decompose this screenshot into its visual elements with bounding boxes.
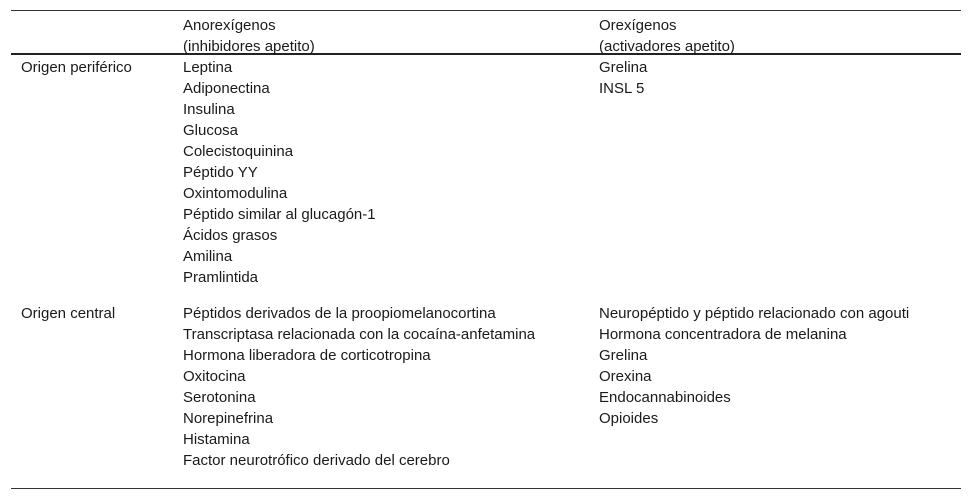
list-item: Endocannabinoides [599, 389, 731, 406]
list-item: INSL 5 [599, 80, 645, 97]
orexigenos-cell [599, 57, 961, 299]
list-item: Grelina [599, 59, 648, 76]
anorexigenos-cell [183, 303, 599, 488]
row-label-cell [11, 57, 183, 299]
row-label-cell [11, 303, 183, 488]
list-item: Factor neurotrófico derivado del cerebro [183, 452, 450, 469]
header-cell-anorexigenos [183, 15, 599, 53]
anorexigenos-cell [183, 57, 599, 299]
list-item: Leptina [183, 59, 233, 76]
list-item: Ácidos grasos [183, 227, 278, 244]
list-item: Glucosa [183, 122, 239, 139]
table-header-row [11, 11, 961, 53]
anorexigenos-list [183, 303, 599, 471]
list-item: Oxitocina [183, 368, 246, 385]
list-item: Opioides [599, 410, 659, 427]
header-orexigenos-title: Orexígenos [599, 17, 677, 34]
list-item: Orexina [599, 368, 652, 385]
list-item: Colecistoquinina [183, 143, 294, 160]
list-item: Serotonina [183, 389, 256, 406]
orexigenos-list [599, 303, 961, 429]
orexigenos-list [599, 57, 961, 99]
header-orexigenos-subtitle: (activadores apetito) [599, 38, 735, 55]
header-anorexigenos-title: Anorexígenos [183, 17, 276, 34]
row-label: Origen central [21, 305, 116, 322]
list-item: Hormona concentradora de melanina [599, 326, 847, 343]
list-item: Insulina [183, 101, 235, 118]
list-item: Adiponectina [183, 80, 270, 97]
table-row [11, 55, 961, 299]
list-item: Norepinefrina [183, 410, 274, 427]
list-item: Péptidos derivados de la proopiomelanocortina [183, 305, 496, 322]
list-item: Péptido similar al glucagón-1 [183, 206, 376, 223]
list-item: Histamina [183, 431, 250, 448]
appetite-regulators-table [11, 10, 961, 489]
row-label: Origen periférico [21, 59, 132, 76]
list-item: Péptido YY [183, 164, 258, 181]
table-row [11, 299, 961, 488]
list-item: Pramlintida [183, 269, 259, 286]
header-cell-orexigenos [599, 15, 961, 53]
list-item: Amilina [183, 248, 233, 265]
header-anorexigenos-subtitle: (inhibidores apetito) [183, 38, 315, 55]
list-item: Oxintomodulina [183, 185, 288, 202]
table-bottom-rule [11, 488, 961, 489]
list-item: Grelina [599, 347, 648, 364]
header-cell-empty [11, 15, 183, 53]
anorexigenos-list [183, 57, 599, 288]
list-item: Neuropéptido y péptido relacionado con agouti [599, 305, 910, 322]
list-item: Transcriptasa relacionada con la cocaína-anfetamina [183, 326, 536, 343]
list-item: Hormona liberadora de corticotropina [183, 347, 431, 364]
orexigenos-cell [599, 303, 961, 488]
